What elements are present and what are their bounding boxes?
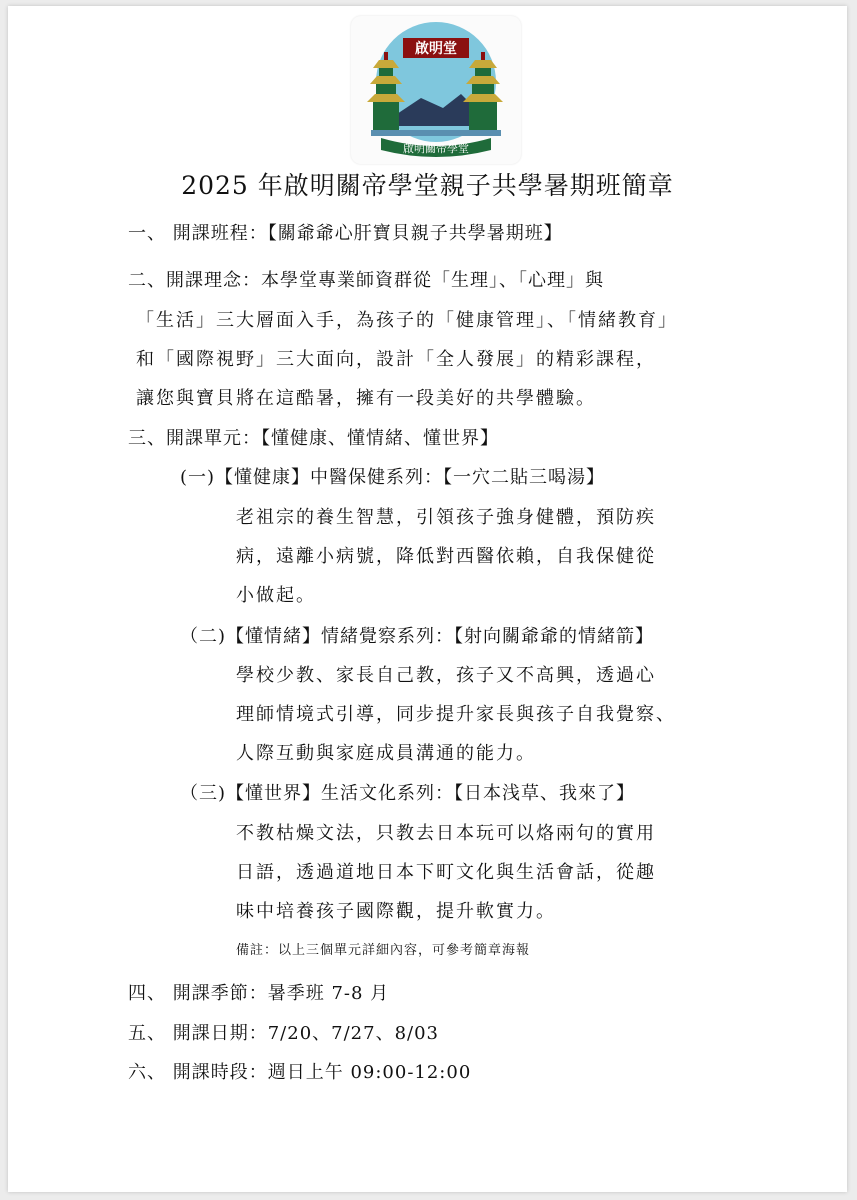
unit-1-heading: (一)【懂健康】中醫保健系列：【一穴二貼三喝湯】 [180, 467, 606, 488]
section-1-course: 一、 開課班程：【關爺爺心肝寶貝親子共學暑期班】 [128, 223, 563, 244]
svg-text:啟明關帝學堂: 啟明關帝學堂 [403, 142, 469, 155]
document-page [8, 6, 847, 1192]
unit-1-line-3: 小做起。 [236, 585, 316, 606]
section-3-heading: 三、開課單元：【懂健康、懂情緒、懂世界】 [128, 428, 499, 449]
section-6-time: 六、 開課時段：週日上午 09:00-12:00 [128, 1062, 472, 1083]
unit-2-line-2: 理師情境式引導，同步提升家長與孩子自我覺察、 [236, 704, 676, 725]
unit-3-line-1: 不教枯燥文法，只教去日本玩可以烙兩句的實用 [236, 823, 656, 844]
unit-3-line-2: 日語，透過道地日本下町文化與生活會話，從趣 [236, 862, 656, 883]
svg-text:啟明堂: 啟明堂 [415, 41, 457, 57]
logo [351, 16, 521, 164]
units-note: 備註：以上三個單元詳細內容，可參考簡章海報 [236, 943, 531, 958]
unit-2-heading: （二)【懂情緒】情緒覺察系列：【射向關爺爺的情緒箭】 [180, 626, 655, 647]
unit-2-line-3: 人際互動與家庭成員溝通的能力。 [236, 743, 536, 764]
unit-2-line-1: 學校少教、家長自己教，孩子又不高興，透過心 [236, 665, 656, 686]
section-5-dates: 五、 開課日期：7/20、7/27、8/03 [128, 1023, 439, 1044]
unit-1-line-2: 病，遠離小病號，降低對西醫依賴，自我保健從 [236, 546, 656, 567]
section-2-line-4: 讓您與寶貝將在這酷暑，擁有一段美好的共學體驗。 [136, 388, 596, 409]
unit-1-line-1: 老祖宗的養生智慧，引領孩子強身健體，預防疾 [236, 507, 656, 528]
section-2-line-3: 和「國際視野」三大面向，設計「全人發展」的精彩課程， [136, 349, 656, 370]
temple-logo-icon [351, 16, 521, 164]
page-title: 2025 年啟明關帝學堂親子共學暑期班簡章 [181, 171, 674, 200]
section-2-line-2: 「生活」三大層面入手，為孩子的「健康管理」、「情緒教育」 [136, 310, 678, 331]
section-4-season: 四、 開課季節：暑季班 7-8 月 [128, 983, 390, 1004]
section-2-line-1: 二、開課理念：本學堂專業師資群從「生理」、「心理」與 [128, 270, 604, 291]
unit-3-heading: （三)【懂世界】生活文化系列：【日本浅草、我來了】 [180, 783, 636, 804]
unit-3-line-3: 味中培養孩子國際觀，提升軟實力。 [236, 901, 556, 922]
